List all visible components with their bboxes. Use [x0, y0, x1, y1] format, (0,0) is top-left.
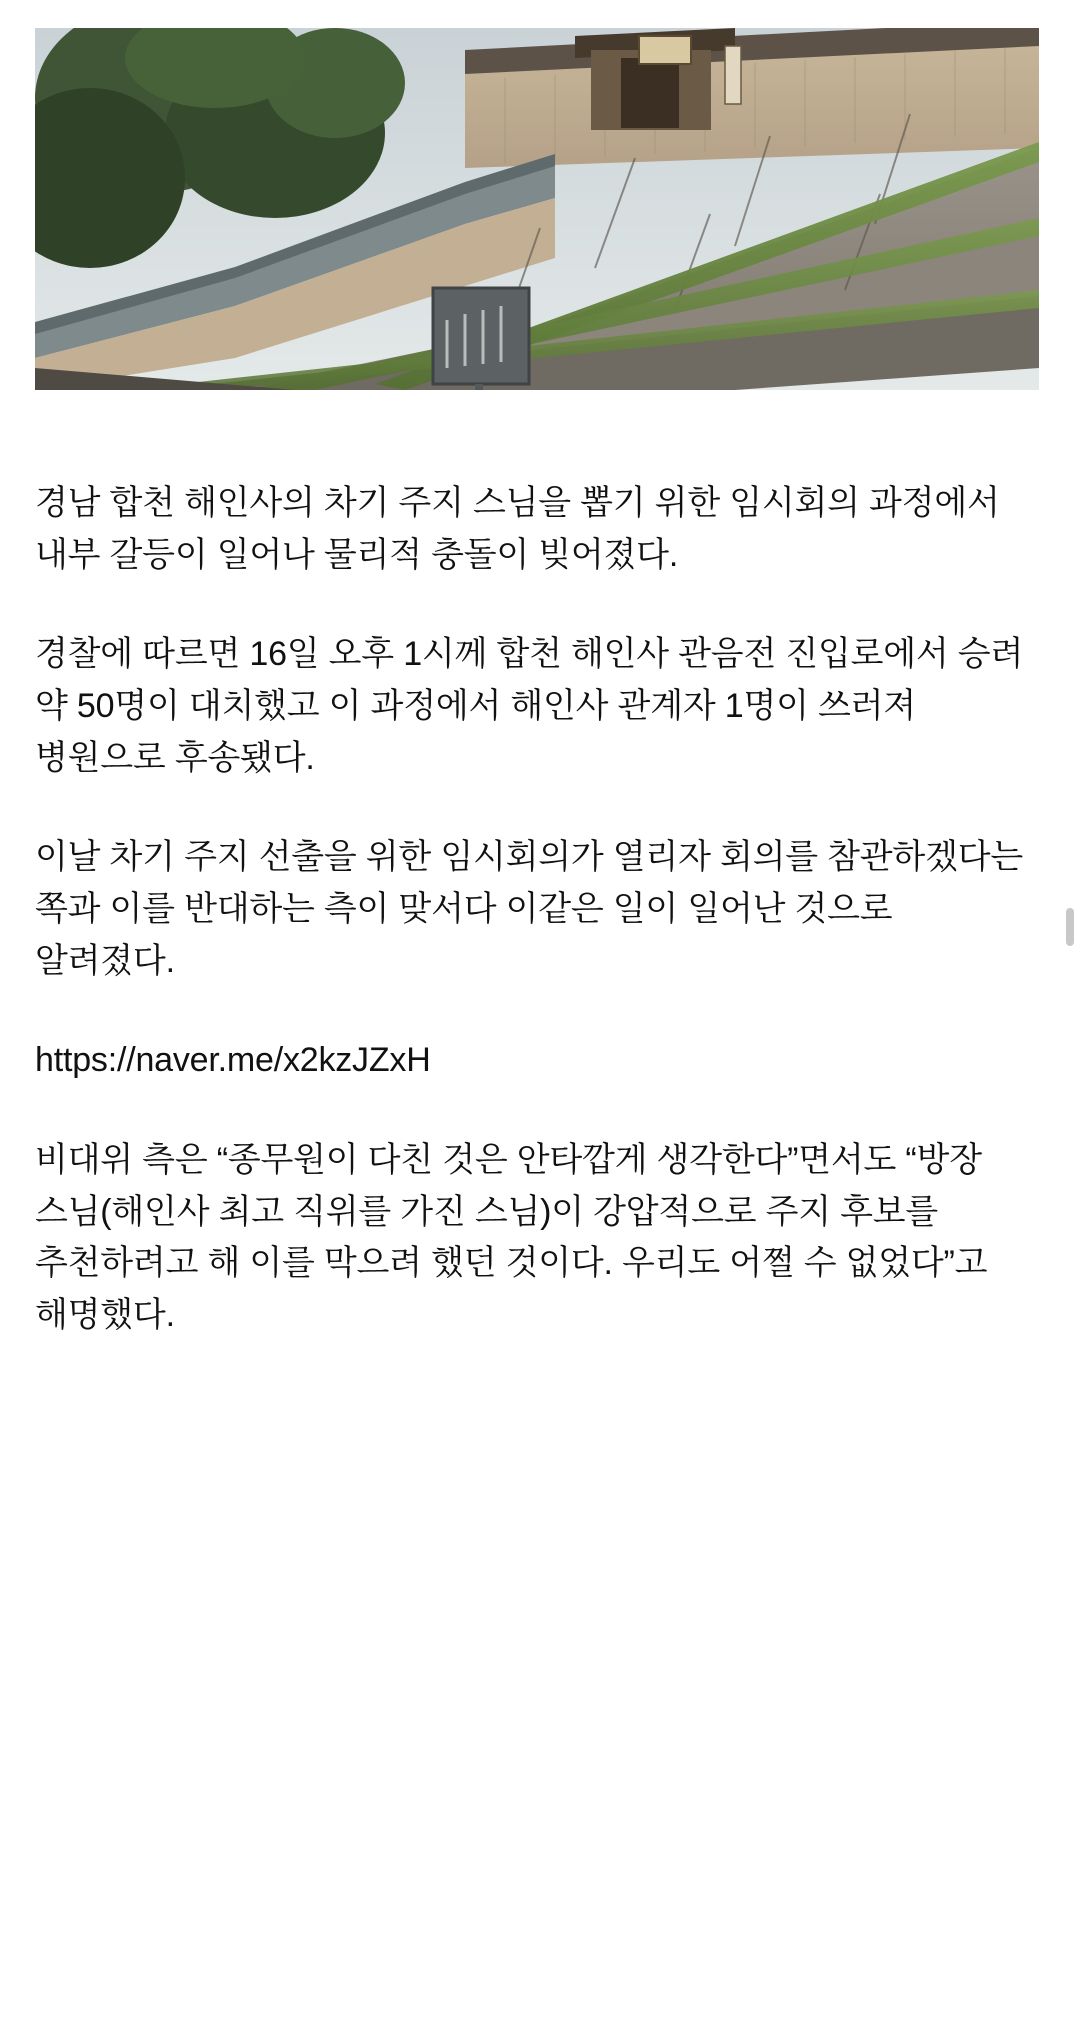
article-source-link[interactable]: https://naver.me/x2kzJZxH	[35, 1041, 431, 1080]
article-body	[35, 390, 1039, 1342]
paragraph-1: 경남 합천 해인사의 차기 주지 스님을 뽑기 위한 임시회의 과정에서 내부 갈등이 일어나 물리적 충돌이 빚어졌다.	[35, 484, 1000, 574]
hero-image	[35, 28, 1039, 390]
paragraph-2: 경찰에 따르면 16일 오후 1시께 합천 해인사 관음전 진입로에서 승려 약 50명이 대치했고 이 과정에서 해인사 관계자 1명이 쓰러져 병원으로 후송됐다.	[35, 635, 1024, 777]
temple-photo-illustration	[35, 28, 1039, 390]
paragraph-3: 이날 차기 주지 선출을 위한 임시회의가 열리자 회의를 참관하겠다는 쪽과 이를 반대하는 측이 맞서다 이같은 일이 일어난 것으로 알려졌다.	[35, 838, 1024, 980]
paragraph-4: 비대위 측은 “종무원이 다친 것은 안타깝게 생각한다”면서도 “방장 스님(해인사 최고 직위를 가진 스님)이 강압적으로 주지 후보를 추천하려고 해 이를 막으려 했던 것이다. 우리도 어쩔 수 없었다”고 해명했다.	[35, 1141, 988, 1335]
scrollbar-thumb[interactable]	[1066, 908, 1074, 946]
article-page	[0, 28, 1074, 2032]
